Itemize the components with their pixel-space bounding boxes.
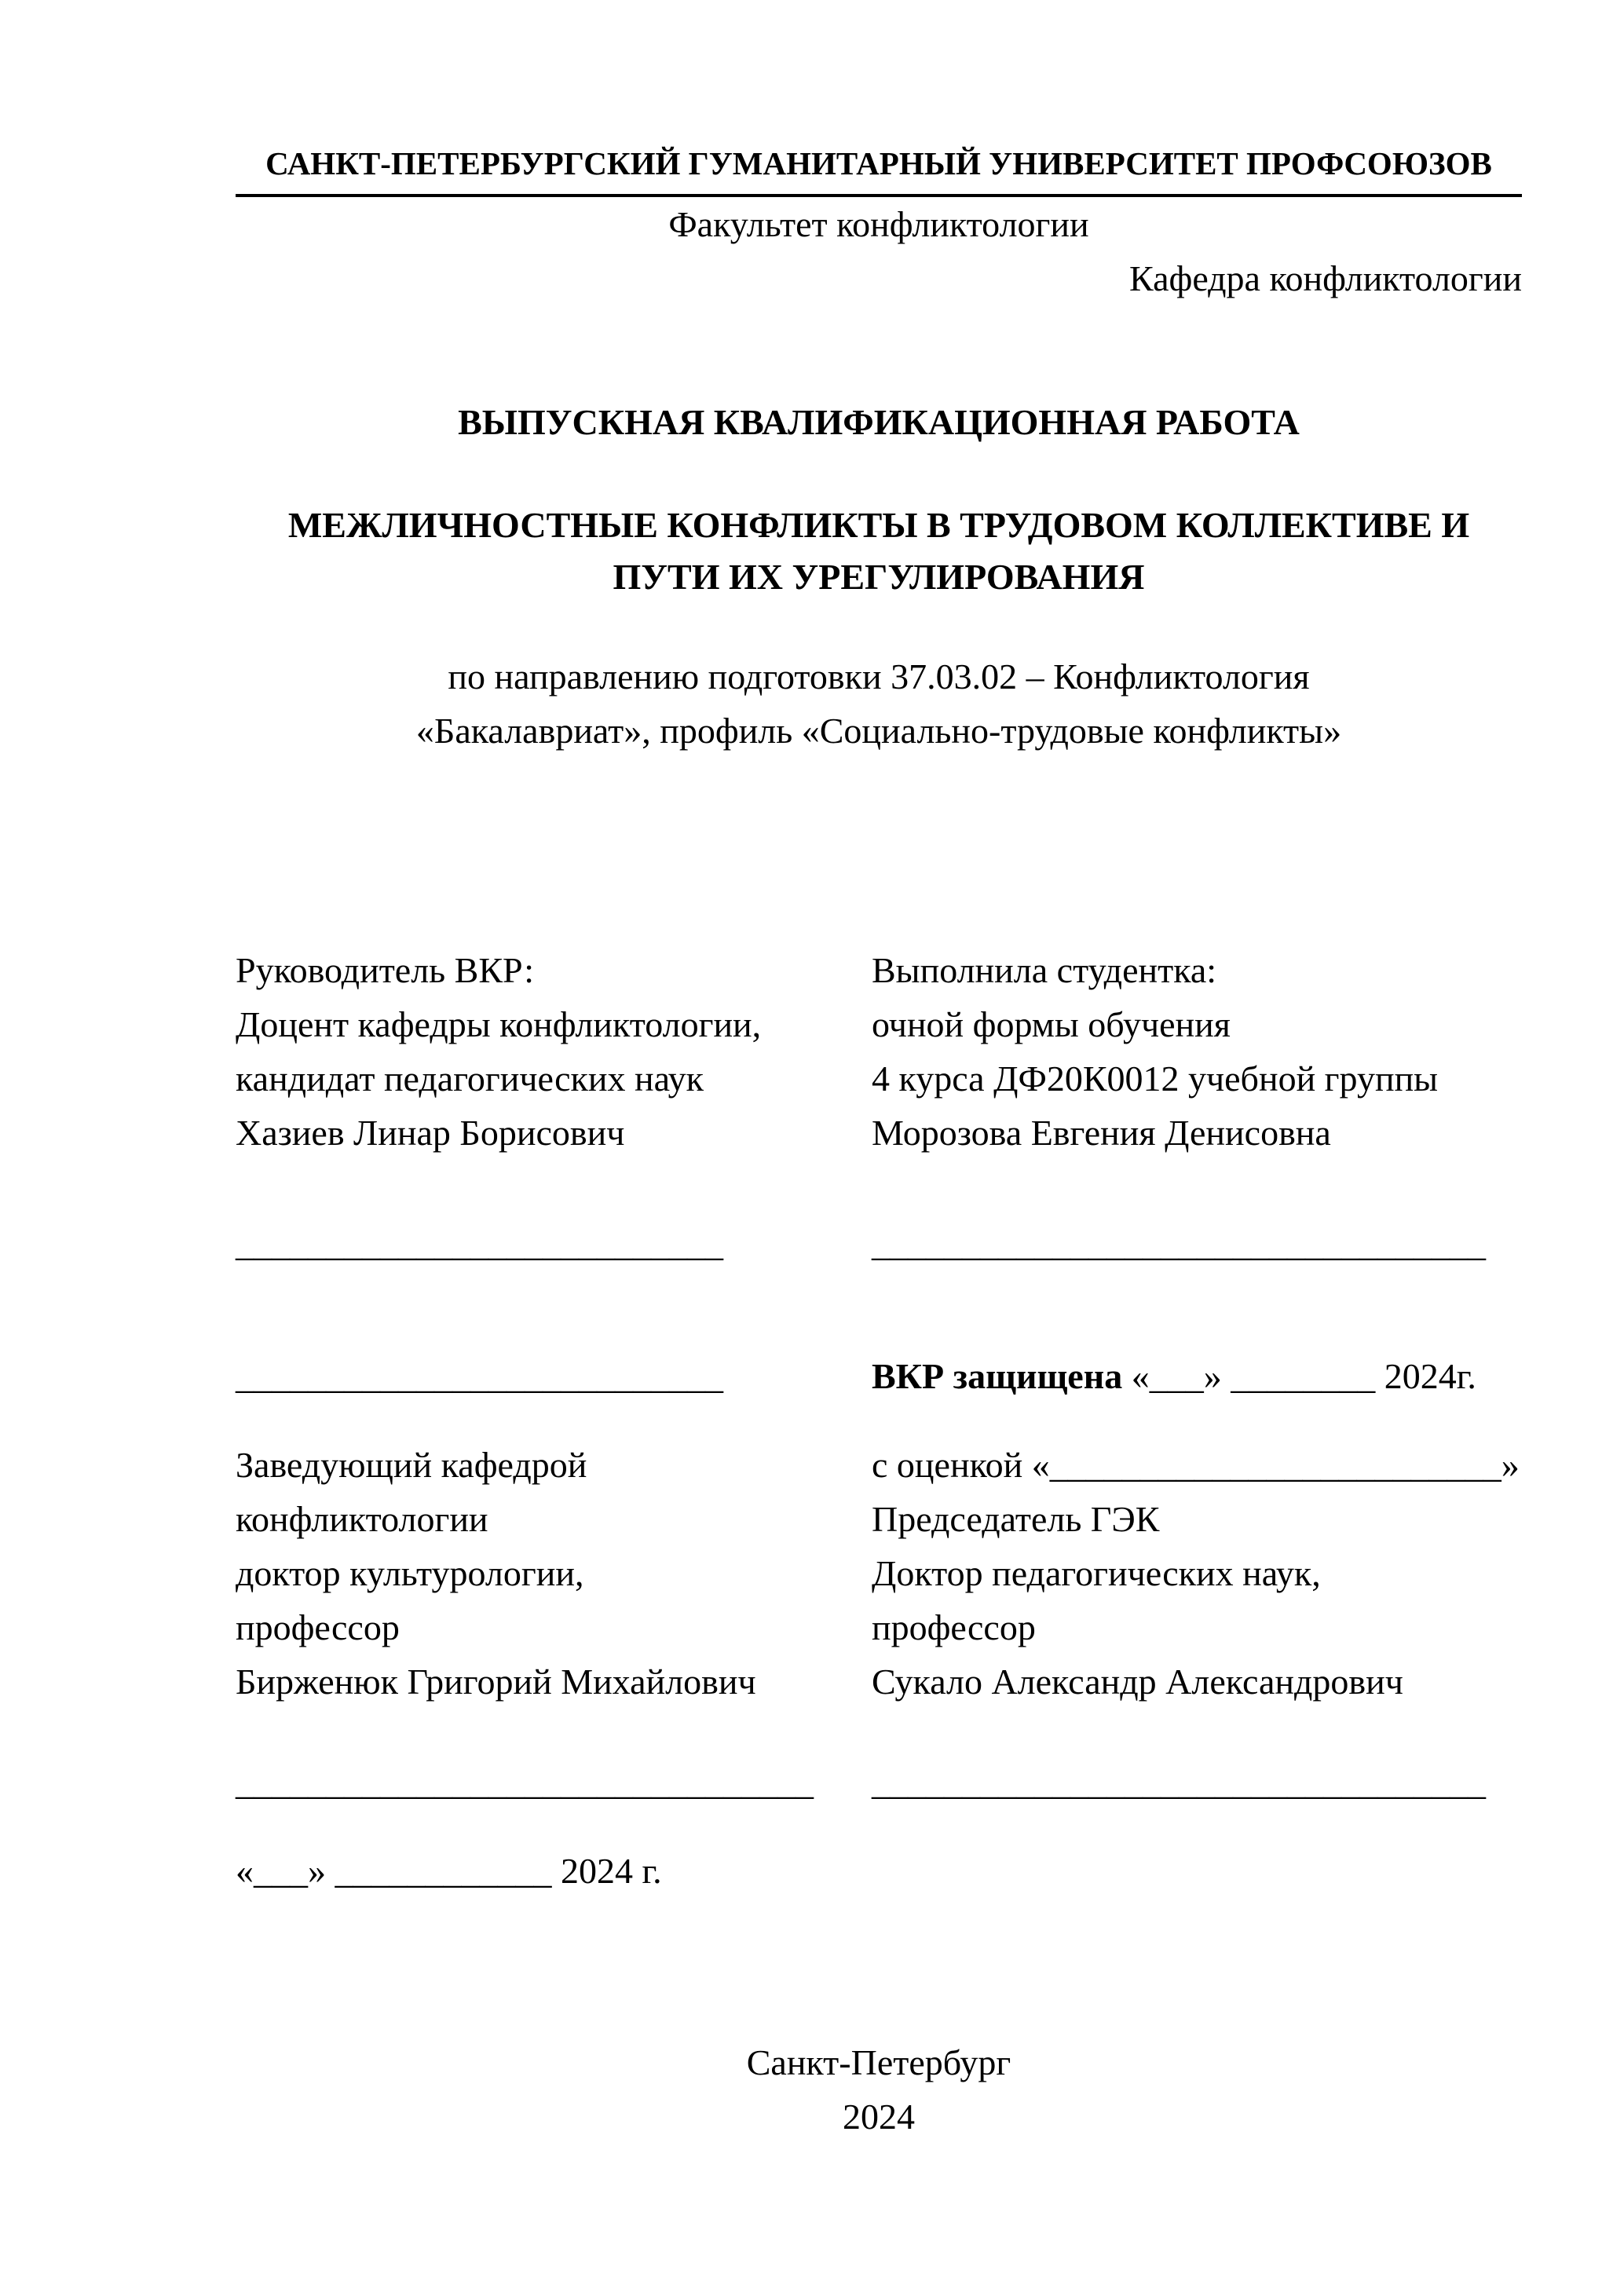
defense-status-row	[236, 1349, 1522, 1403]
department-head-degree: доктор культурологии,	[236, 1553, 584, 1593]
city: Санкт-Петербург	[746, 2042, 1011, 2082]
department-head-name: Бирженюк Григорий Михайлович	[236, 1662, 756, 1702]
defense-status	[872, 1349, 1522, 1403]
committee-chair-rank: профессор	[872, 1607, 1036, 1647]
department-name: Кафедра конфликтологии	[1129, 258, 1522, 298]
program-direction: по направлению подготовки 37.03.02 – Конфликтология	[448, 656, 1310, 696]
officials-row	[236, 1438, 1522, 1709]
faculty-name: Факультет конфликтологии	[668, 204, 1089, 244]
supervisor-block	[236, 943, 872, 1160]
defense-status-label: ВКР защищена	[872, 1356, 1123, 1396]
committee-chair-signature-line: __________________________________	[872, 1762, 1486, 1802]
university-name: САНКТ-ПЕТЕРБУРГСКИЙ ГУМАНИТАРНЫЙ УНИВЕРСИТЕТ ПРОФСОЮЗОВ	[265, 145, 1492, 181]
page-footer	[236, 2035, 1522, 2144]
student-block	[872, 943, 1522, 1160]
supervisor-signature-line: ___________________________	[236, 1223, 723, 1263]
student-education-form: очной формы обучения	[872, 1004, 1231, 1044]
program-profile: «Бакалавриат», профиль «Социально-трудовые конфликты»	[415, 711, 1342, 751]
department-head-title-line-2: конфликтологии	[236, 1499, 488, 1539]
work-type-heading: ВЫПУСКНАЯ КВАЛИФИКАЦИОННАЯ РАБОТА	[458, 402, 1300, 442]
date-line: «___» ____________ 2024 г.	[236, 1851, 662, 1891]
student-name: Морозова Евгения Денисовна	[872, 1113, 1331, 1153]
department-head-block	[236, 1438, 872, 1709]
supervisor-name: Хазиев Линар Борисович	[236, 1113, 625, 1153]
document-header	[236, 137, 1522, 197]
defense-grade-line: с оценкой «_________________________»	[872, 1445, 1520, 1485]
year: 2024	[843, 2097, 915, 2137]
department-head-signature-line-upper: ___________________________	[236, 1356, 723, 1396]
department-head-title-line-1: Заведующий кафедрой	[236, 1445, 587, 1485]
department-head-rank: профессор	[236, 1607, 400, 1647]
thesis-title-line-2: ПУТИ ИХ УРЕГУЛИРОВАНИЯ	[613, 557, 1145, 597]
supervisor-degree: кандидат педагогических наук	[236, 1058, 704, 1099]
thesis-title	[236, 499, 1522, 603]
department-head-signature-line: ________________________________	[236, 1762, 814, 1802]
program-info	[236, 649, 1522, 758]
signature-row-2	[236, 1755, 1522, 1809]
student-group: 4 курса ДФ20К0012 учебной группы	[872, 1058, 1439, 1099]
people-row	[236, 943, 1522, 1160]
signature-row-1	[236, 1216, 1522, 1270]
committee-chair-block	[872, 1438, 1522, 1709]
committee-chair-degree: Доктор педагогических наук,	[872, 1553, 1321, 1593]
committee-chair-title: Председатель ГЭК	[872, 1499, 1160, 1539]
committee-chair-name: Сукало Александр Александрович	[872, 1662, 1403, 1702]
student-role-label: Выполнила студентка:	[872, 950, 1217, 990]
supervisor-role-label: Руководитель ВКР:	[236, 950, 535, 990]
supervisor-position: Доцент кафедры конфликтологии,	[236, 1004, 762, 1044]
defense-status-blank: «___» ________ 2024г.	[1122, 1356, 1476, 1396]
student-signature-line: __________________________________	[872, 1223, 1486, 1263]
thesis-title-line-1: МЕЖЛИЧНОСТНЫЕ КОНФЛИКТЫ В ТРУДОВОМ КОЛЛЕКТИВЕ И	[287, 505, 1470, 545]
